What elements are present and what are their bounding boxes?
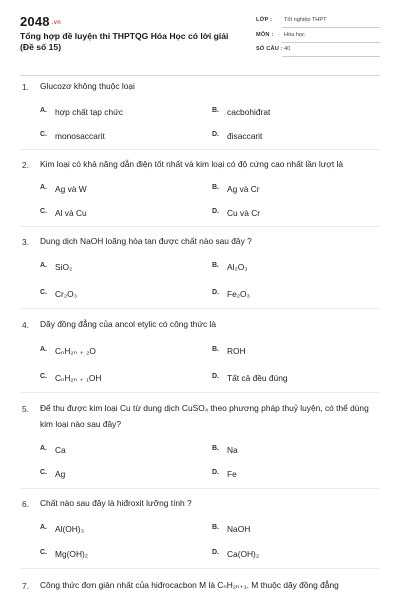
question-text: Để thu được kim loại Cu từ dung dịch CuSO₄ theo phương pháp thuỷ luyện, có thể dùng kim loại nào sau đây?: [40, 403, 369, 429]
question-number: 2.: [22, 160, 29, 170]
document-header: [0, 0, 400, 80]
meta-count-value: 40: [284, 46, 291, 52]
question-divider: [20, 226, 380, 227]
question-divider: [20, 488, 380, 489]
question-text: Chất nào sau đây là hiđroxit lưỡng tính ?: [40, 498, 192, 508]
question-number: 3.: [22, 237, 29, 247]
question-divider: [20, 568, 380, 569]
meta-subject-value: Hóa học: [284, 32, 305, 38]
meta-class-label: LỚP :: [256, 17, 273, 23]
question-number: 7.: [22, 581, 29, 591]
question-number: 1.: [22, 82, 29, 92]
question-number: 6.: [22, 499, 29, 509]
site-logo[interactable]: 2048 .vn: [20, 14, 62, 29]
question-text: Glucozơ không thuộc loại: [40, 81, 135, 91]
question-text: Công thức đơn giản nhất của hiđrocacbon M là CₙH₂ₙ₊₁. M thuộc dãy đồng đẳng: [40, 580, 339, 590]
question-divider: [20, 392, 380, 393]
header-divider: [20, 75, 380, 76]
meta-class-value: Tốt nghiệp THPT: [284, 17, 327, 23]
document-title: Tổng hợp đề luyện thi THPTQG Hóa Học có lời giải (Đề số 15): [20, 31, 229, 52]
question-number: 4.: [22, 320, 29, 330]
meta-class: [256, 17, 380, 29]
question-number: 5.: [22, 404, 29, 414]
meta-subject-label: MÔN :: [256, 32, 274, 38]
question-divider: [20, 308, 380, 309]
question-divider: [20, 149, 380, 150]
question-text: Dãy đồng đẳng của ancol etylic có công thức là: [40, 319, 217, 329]
meta-count: [256, 46, 380, 58]
meta-count-label: SỐ CÂU :: [256, 46, 283, 52]
question-text: Dung dịch NaOH loãng hòa tan được chất nào sau đây ?: [40, 236, 252, 246]
question-text: Kim loại có khả năng dẫn điện tốt nhất và kim loại có độ cứng cao nhất lần lượt là: [40, 159, 344, 169]
meta-subject: [256, 32, 380, 44]
